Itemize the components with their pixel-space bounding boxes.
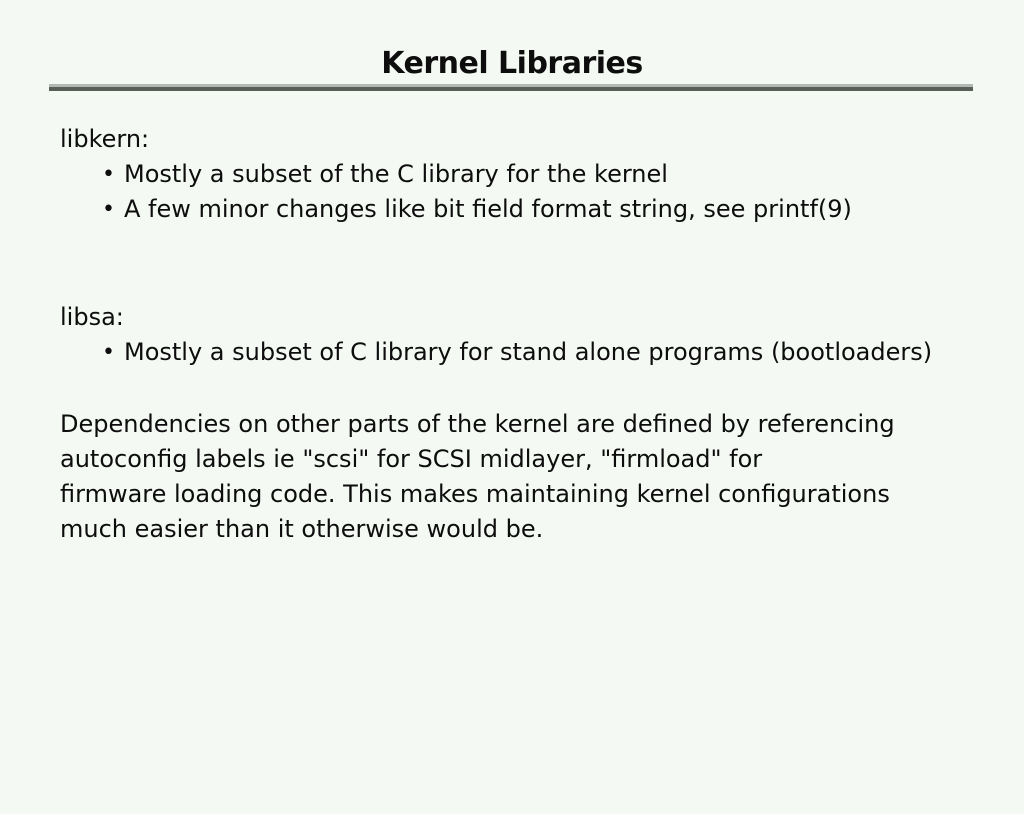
paragraph-line: firmware loading code. This makes maintaining kernel configurations [60,480,890,508]
bullet-text: Mostly a subset of C library for stand alone programs (bootloaders) [123,338,933,366]
bullet-icon: • [102,162,115,187]
bullet-icon: • [102,197,115,222]
section-heading: libsa: [60,303,124,331]
dependencies-paragraph [60,407,984,547]
section-libkern [60,122,984,227]
bullet-list [60,335,984,370]
section-libsa [60,300,984,370]
bullet-text: Mostly a subset of the C library for the kernel [123,160,668,188]
bullet-text: A few minor changes like bit field format string, see printf(9) [123,195,852,223]
slide-body [60,122,984,547]
title-underline-rule [49,84,973,91]
bullet-item [60,192,984,227]
paragraph-line: autoconfig labels ie "scsi" for SCSI midlayer, "firmload" for [60,445,763,473]
paragraph-line: much easier than it otherwise would be. [60,515,544,543]
bullet-list [60,157,984,227]
slide [0,46,1024,814]
paragraph-line: Dependencies on other parts of the kernel are defined by referencing [60,410,895,438]
slide-title: Kernel Libraries [381,46,643,81]
bullet-icon: • [102,340,115,365]
bullet-item [60,335,984,370]
section-heading: libkern: [60,125,150,153]
bullet-item [60,157,984,192]
